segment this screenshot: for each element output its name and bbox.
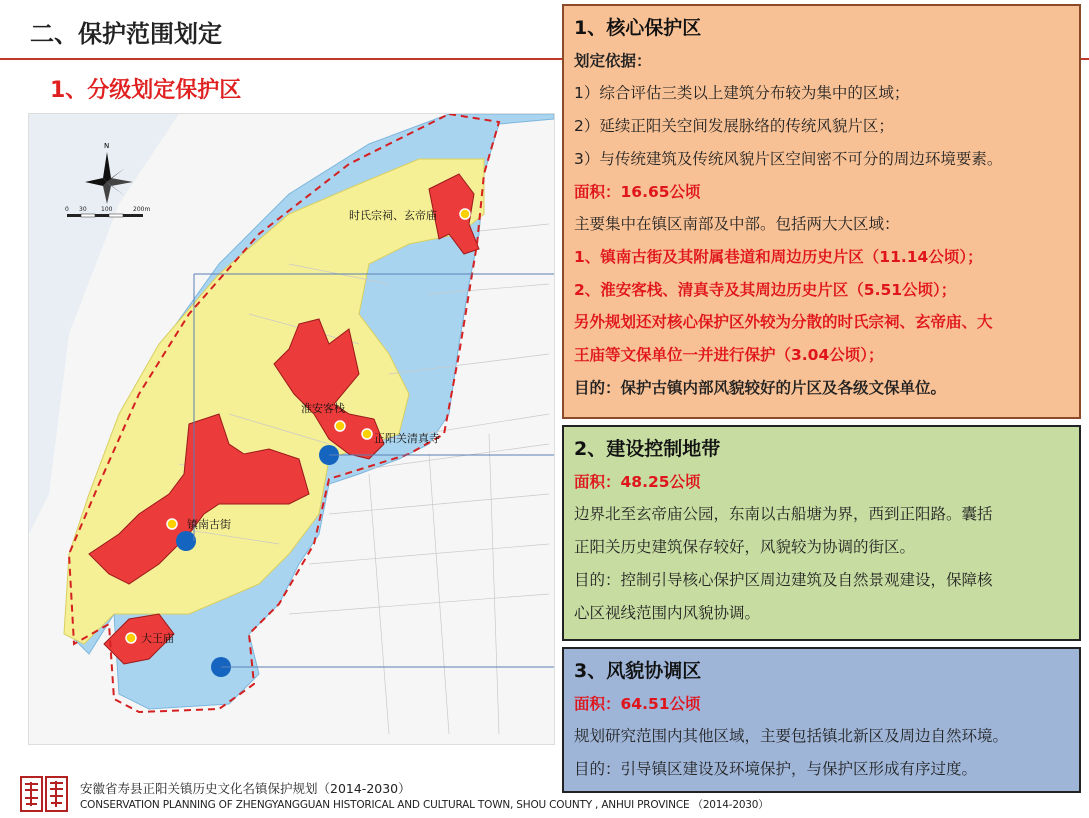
protection-zone-map [28, 113, 555, 745]
panel-core-protection [562, 4, 1081, 419]
footer-chinese: 安徽省寿县正阳关镇历史文化名镇保护规划（2014-2030） [80, 781, 411, 796]
marker-zhennan-street [167, 519, 177, 529]
core-zone-1: 1、镇南古街及其附属巷道和周边历史片区（11.14公顷）； [574, 247, 983, 266]
control-heading: 2、建设控制地带 [574, 438, 721, 460]
label-dawang-temple: 大王庙 [141, 632, 174, 645]
coord-heading: 3、风貌协调区 [574, 660, 702, 682]
control-line-2: 正阳关历史建筑保存较好，风貌较为协调的街区。 [574, 538, 916, 557]
label-zhennan-street: 镇南古街 [187, 518, 231, 531]
svg-text:30: 30 [79, 206, 87, 213]
svg-text:0: 0 [65, 206, 69, 213]
coord-line-1: 规划研究范围内其他区域，主要包括镇北新区及周边自然环境。 [574, 727, 1009, 746]
core-zone-3: 另外规划还对核心保护区外较为分散的时氏宗祠、玄帝庙、大 [574, 313, 993, 332]
seal-logo-icon [20, 776, 68, 812]
footer-english: CONSERVATION PLANNING OF ZHENGYANGGUAN HISTORICAL AND CULTURAL TOWN, SHOU COUNTY , ANHUI PROVINCE （2014-2030） [80, 799, 769, 811]
label-shi-temple: 时氏宗祠、玄帝庙 [349, 209, 437, 222]
panel-construction-control [562, 425, 1081, 641]
marker-huaian-inn [335, 421, 345, 431]
map-canvas [29, 114, 554, 744]
marker-shi-temple [460, 209, 470, 219]
core-basis-label: 划定依据： [574, 51, 652, 70]
coord-area: 面积：64.51公顷 [574, 694, 701, 713]
label-mosque: 正阳关清真寺 [374, 432, 440, 445]
panel-style-coordination [562, 647, 1081, 793]
core-basis-item-2: 2）延续正阳关空间发展脉络的传统风貌片区； [574, 117, 894, 136]
svg-text:100: 100 [101, 206, 113, 213]
control-line-4: 心区视线范围内风貌协调。 [574, 603, 761, 622]
page-title: 二、保护范围划定 [30, 20, 222, 48]
core-purpose: 目的：保护古镇内部风貌较好的片区及各级文保单位。 [574, 378, 947, 397]
marker-dawang-temple [126, 633, 136, 643]
north-label: N [104, 142, 110, 150]
coord-line-2: 目的：引导镇区建设及环境保护，与保护区形成有序过度。 [574, 760, 978, 779]
core-area: 面积：16.65公顷 [574, 182, 701, 201]
core-heading: 1、核心保护区 [574, 17, 702, 39]
control-line-3: 目的：控制引导核心保护区周边建筑及自然景观建设，保障核 [574, 570, 993, 589]
pointer-core [176, 531, 196, 551]
svg-text:200m: 200m [133, 206, 151, 213]
marker-mosque [362, 429, 372, 439]
label-huaian-inn: 淮安客栈 [301, 402, 345, 415]
core-basis-item-3: 3）与传统建筑及传统风貌片区空间密不可分的周边环境要素。 [574, 149, 1003, 168]
control-area: 面积：48.25公顷 [574, 472, 701, 491]
control-line-1: 边界北至玄帝庙公园，东南以古船塘为界，西到正阳路。囊括 [574, 505, 993, 524]
section-title: 1、分级划定保护区 [50, 78, 242, 103]
core-basis-item-1: 1）综合评估三类以上建筑分布较为集中的区域； [574, 84, 910, 103]
core-desc: 主要集中在镇区南部及中部。包括两大大区域： [574, 215, 900, 234]
core-zone-2: 2、淮安客栈、清真寺及其周边历史片区（5.51公顷）； [574, 280, 957, 299]
core-zone-3-cont: 王庙等文保单位一并进行保护（3.04公顷）； [574, 346, 884, 365]
